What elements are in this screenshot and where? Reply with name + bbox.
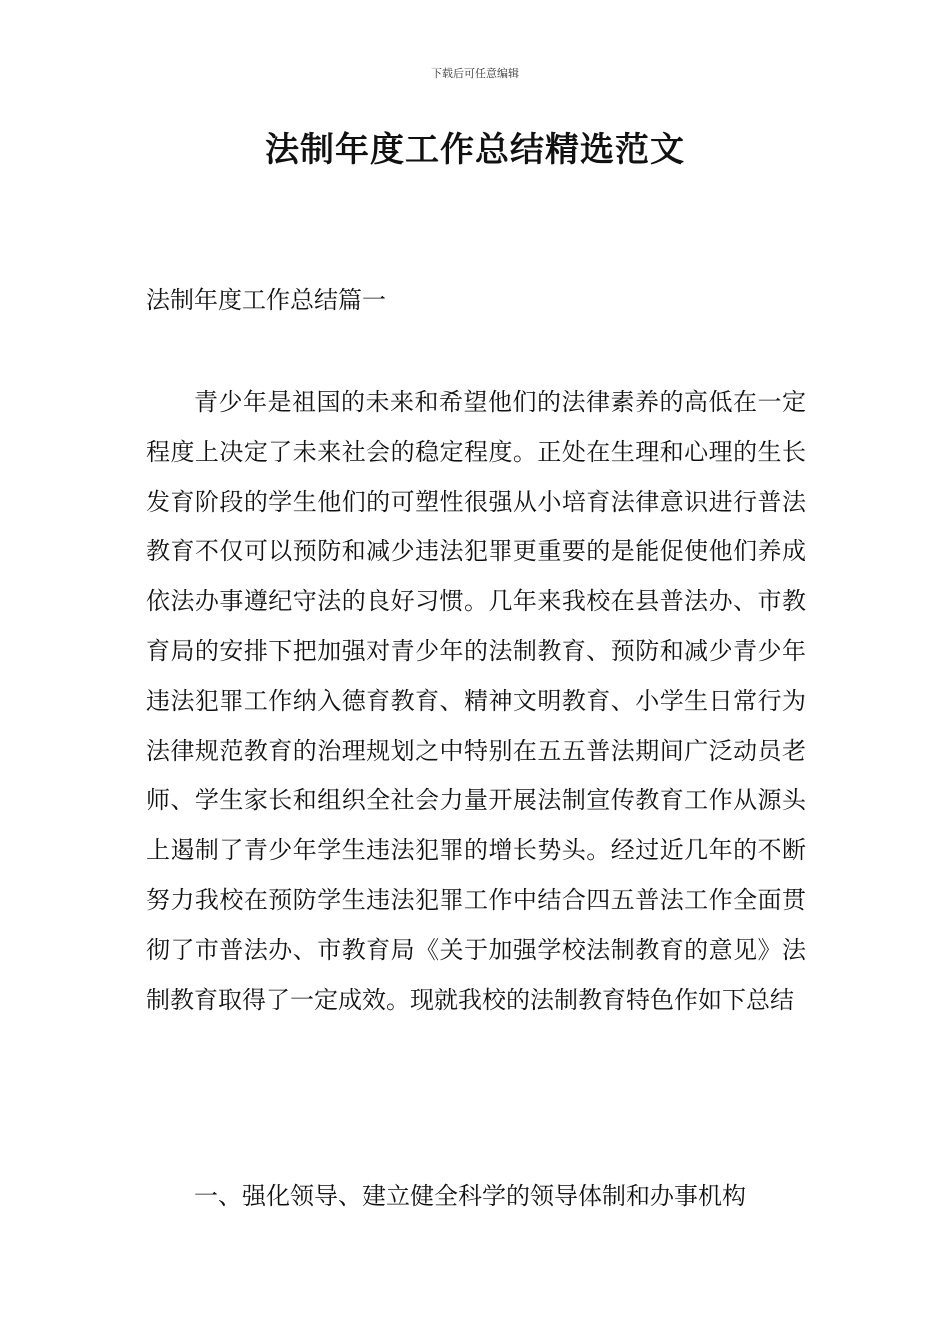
body-paragraph: 青少年是祖国的未来和希望他们的法律素养的高低在一定程度上决定了未来社会的稳定程度。正处在生理和心理的生长发育阶段的学生他们的可塑性很强从小培育法律意识进行普法教育不仅可以预防和减少违法犯罪更重要的是能促使他们养成依法办事遵纪守法的良好习惯。几年来我校在县普法办、市教育局的安排下把加强对青少年的法制教育、预防和减少青少年违法犯罪工作纳入德育教育、精神文明教育、小学生日常行为法律规范教育的治理规划之中特别在五五普法期间广泛动员老师、学生家长和组织全社会力量开展法制宣传教育工作从源头上遏制了青少年学生违法犯罪的增长势头。经过近几年的不断努力我校在预防学生违法犯罪工作中结合四五普法工作全面贯彻了市普法办、市教育局《关于加强学校法制教育的意见》法制教育取得了一定成效。现就我校的法制教育特色作如下总结 bbox=[146, 388, 806, 1014]
subheading: 一、强化领导、建立健全科学的领导体制和办事机构 bbox=[194, 1182, 746, 1210]
section-heading: 法制年度工作总结篇一 bbox=[146, 286, 386, 314]
header-note: 下载后可任意编辑 bbox=[431, 67, 519, 80]
document-title: 法制年度工作总结精选范文 bbox=[265, 130, 685, 170]
